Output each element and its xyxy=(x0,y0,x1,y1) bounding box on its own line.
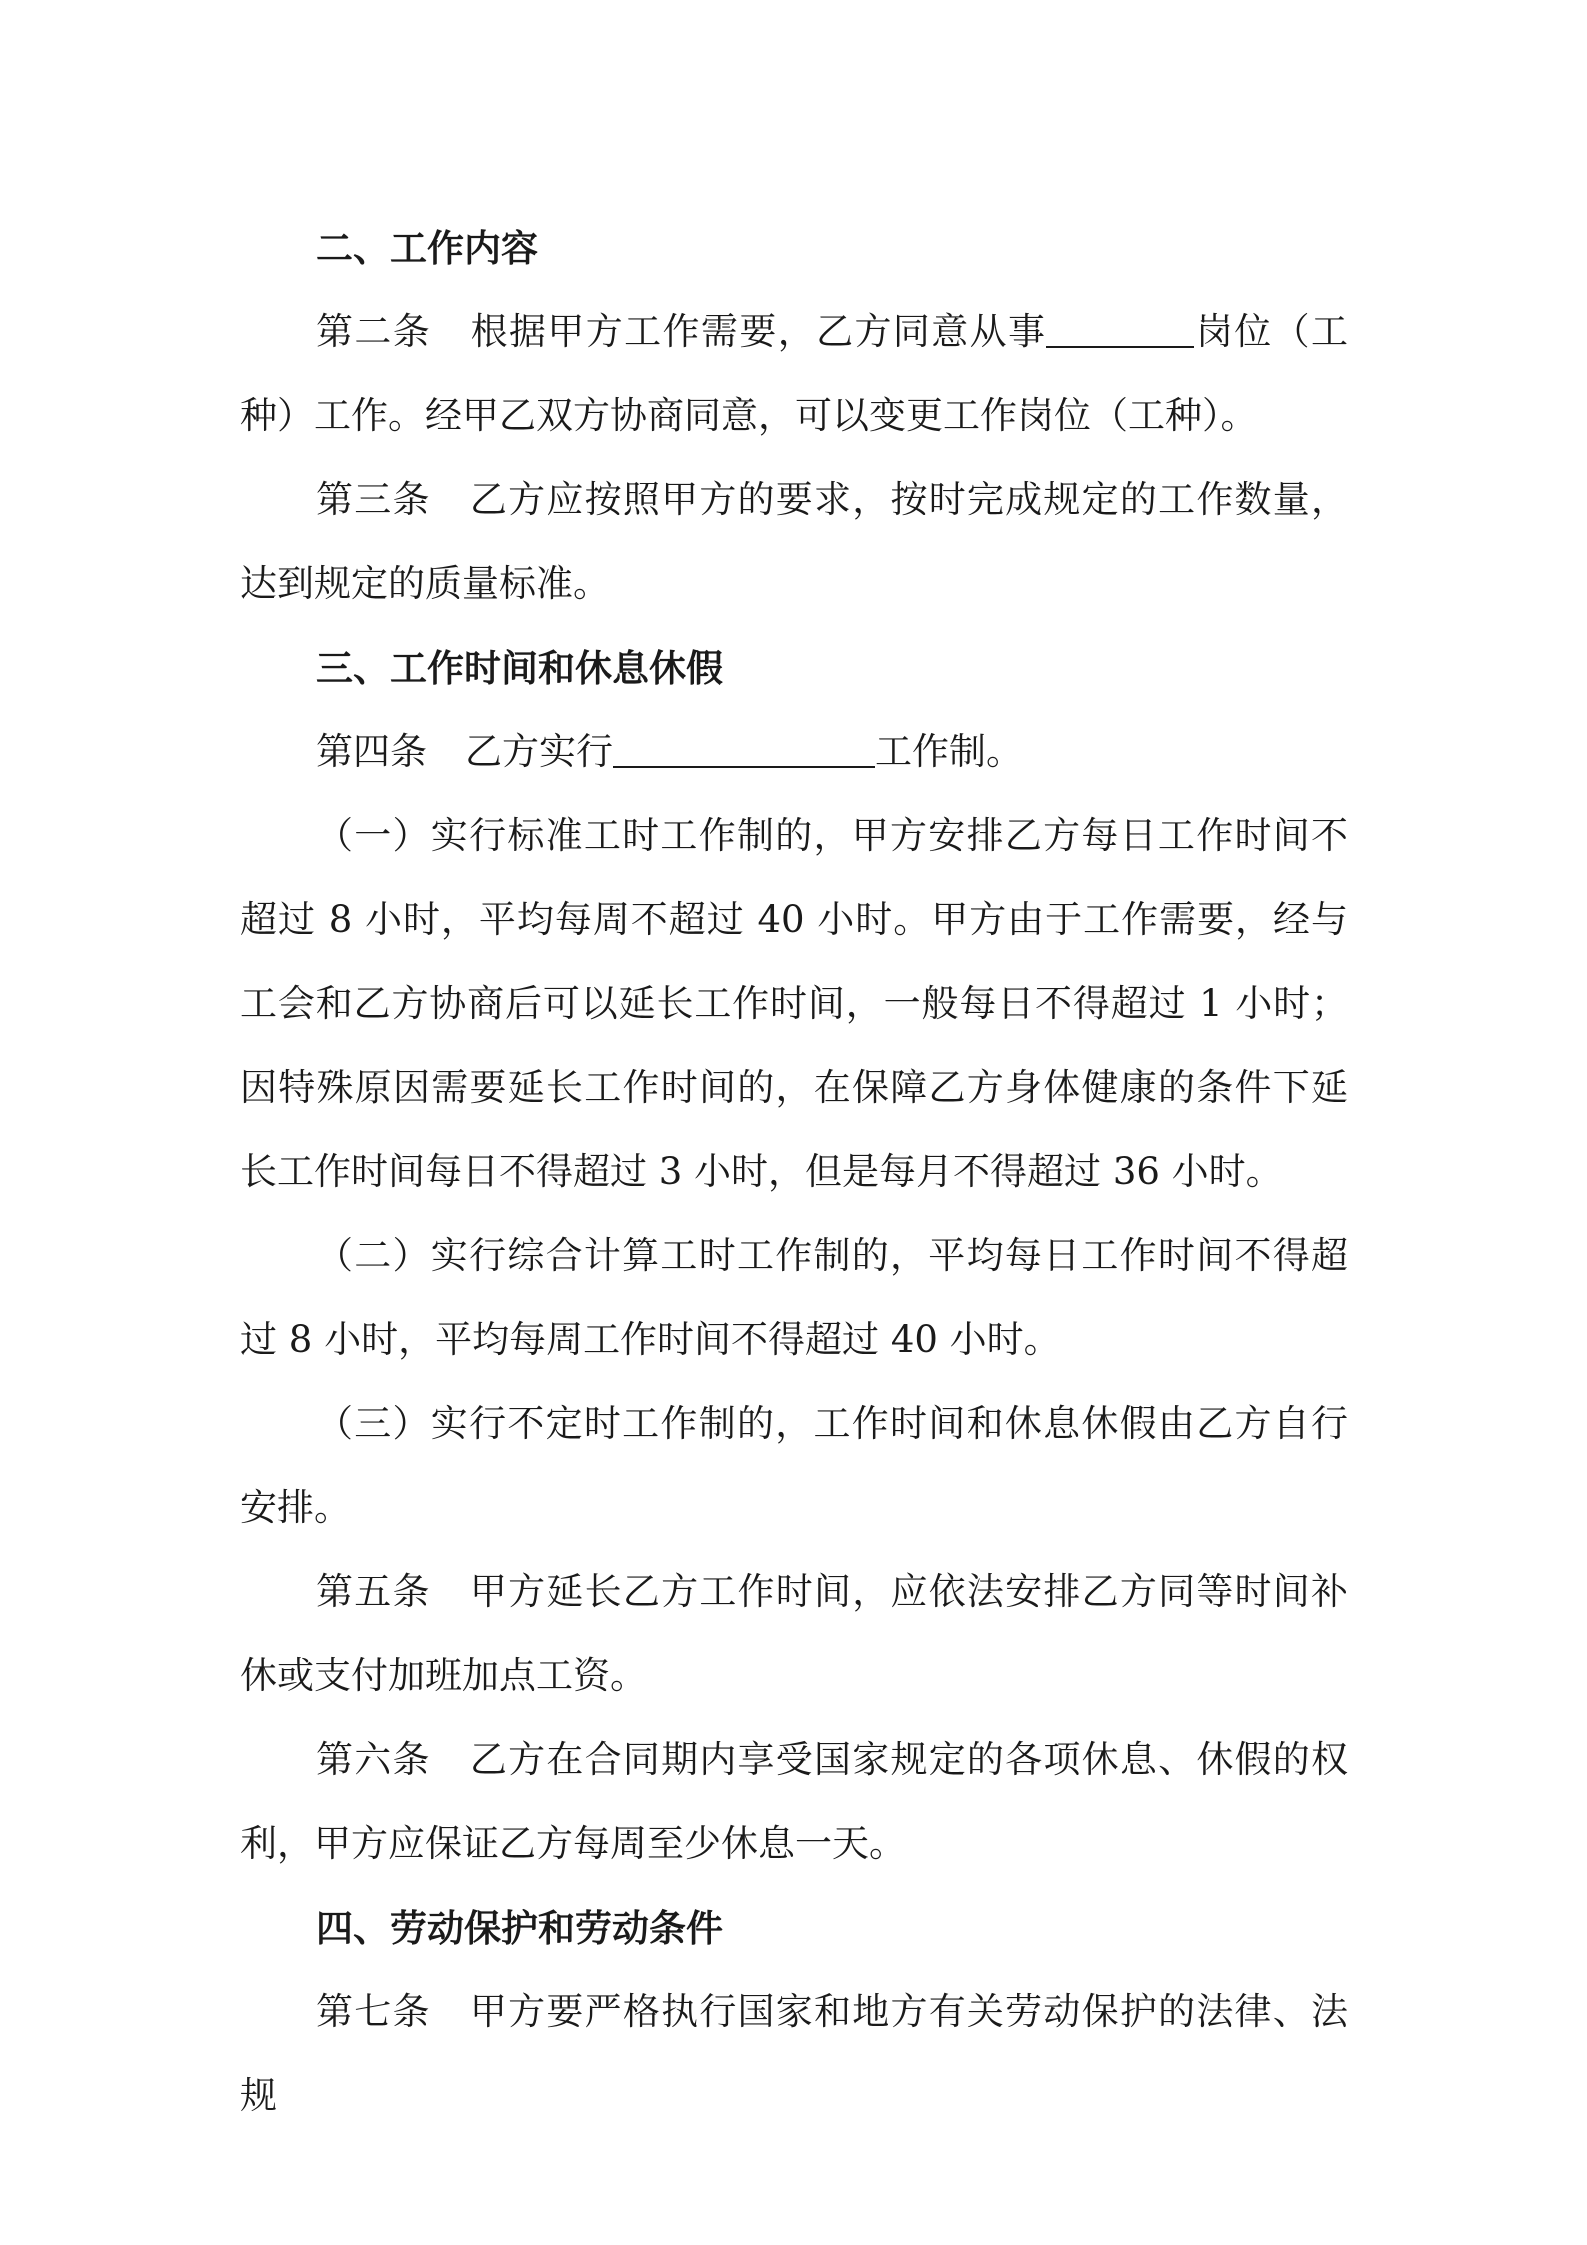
article-4-text-pre: 乙方实行 xyxy=(465,730,613,773)
article-5-label: 第五条 xyxy=(316,1570,431,1613)
article-5-text: 甲方延长乙方工作时间，应依法安排乙方同等时间补休或支付加班加点工资。 xyxy=(240,1570,1349,1697)
article-7-text: 甲方要严格执行国家和地方有关劳动保护的法律、法规 xyxy=(240,1990,1349,2117)
contract-body xyxy=(240,206,1348,2138)
article-4-text-post: 工作制。 xyxy=(875,730,1023,773)
article-6 xyxy=(240,1718,1348,1886)
article-3 xyxy=(240,458,1348,626)
article-4 xyxy=(240,710,1348,794)
article-4-label: 第四条 xyxy=(316,730,427,773)
article-2-text-pre: 根据甲方工作需要，乙方同意从事 xyxy=(469,310,1047,353)
work-system-blank xyxy=(613,732,875,768)
article-2 xyxy=(240,290,1348,458)
article-3-label: 第三条 xyxy=(316,478,431,521)
article-6-text: 乙方在合同期内享受国家规定的各项休息、休假的权利，甲方应保证乙方每周至少休息一天。 xyxy=(240,1738,1349,1865)
article-6-label: 第六条 xyxy=(316,1738,431,1781)
section-heading-work-content: 二、工作内容 xyxy=(316,226,538,270)
article-5 xyxy=(240,1550,1348,1718)
article-7 xyxy=(240,1970,1348,2138)
article-4-item-3: （三）实行不定时工作制的，工作时间和休息休假由乙方自行安排。 xyxy=(240,1402,1348,1529)
article-2-label: 第二条 xyxy=(316,310,432,353)
article-3-text: 乙方应按照甲方的要求，按时完成规定的工作数量，达到规定的质量标准。 xyxy=(240,478,1349,605)
article-4-item-1: （一）实行标准工时工作制的，甲方安排乙方每日工作时间不超过 8 小时，平均每周不超过 40 小时。甲方由于工作需要，经与工会和乙方协商后可以延长工作时间，一般每日不得超过 1 小时；因特殊原因需要延长工作时间的，在保障乙方身体健康的条件下延长工作时间每日不得超过 3 小时，但是每月不得超过 36 小时。 xyxy=(240,814,1348,1193)
article-2-text-post: 岗位（工种）工作。经甲乙双方协商同意，可以变更工作岗位（工种）。 xyxy=(240,310,1349,437)
section-heading-work-hours: 三、工作时间和休息休假 xyxy=(316,646,723,690)
article-7-label: 第七条 xyxy=(316,1990,431,2033)
position-blank xyxy=(1046,312,1194,348)
section-heading-labor-protection: 四、劳动保护和劳动条件 xyxy=(316,1906,723,1950)
article-4-item-2: （二）实行综合计算工时工作制的，平均每日工作时间不得超过 8 小时，平均每周工作时间不得超过 40 小时。 xyxy=(240,1234,1348,1361)
